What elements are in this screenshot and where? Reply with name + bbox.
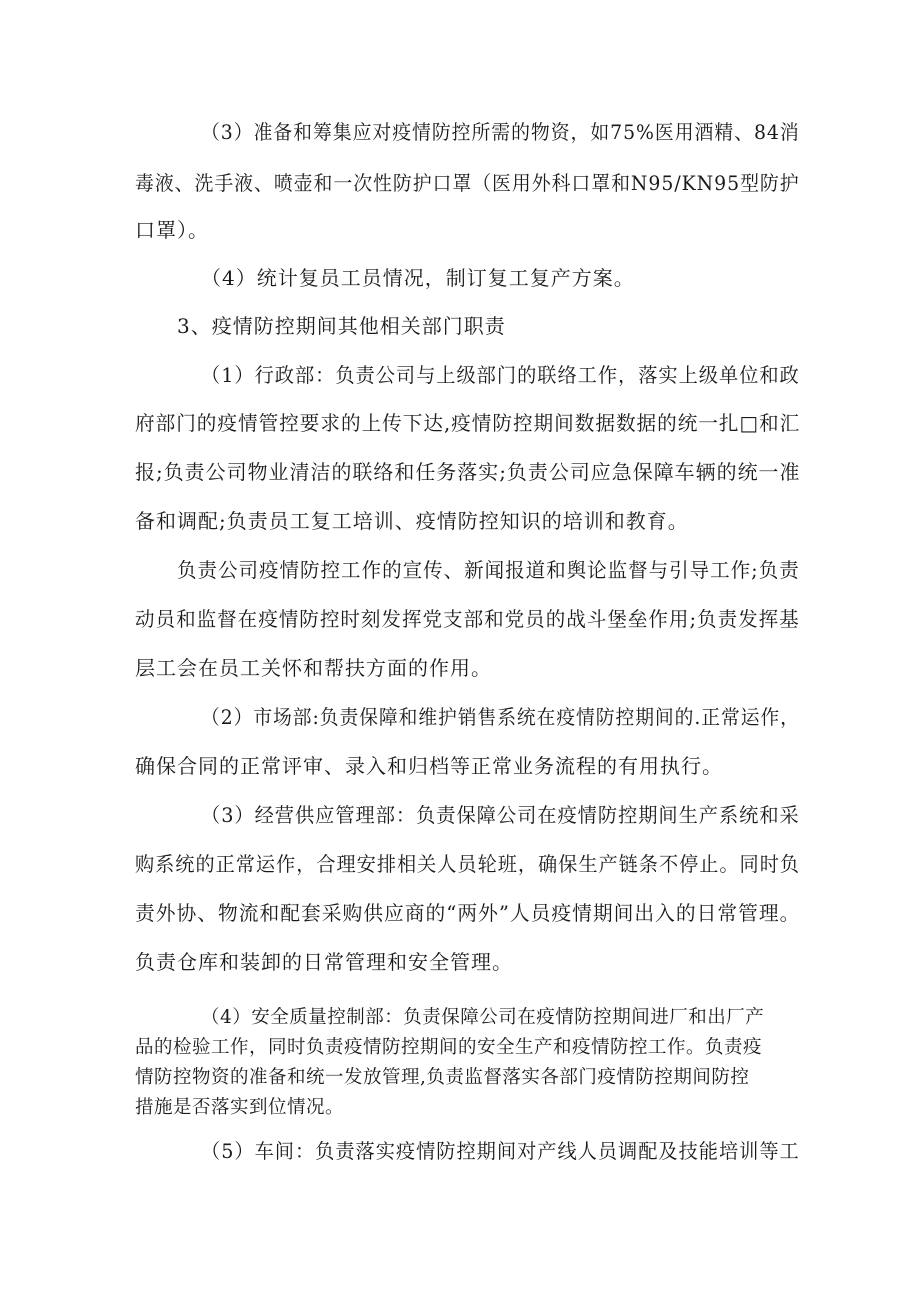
text-line: 报;负责公司物业清洁的联络和任务落实;负责公司应急保障车辆的统一准 xyxy=(135,460,801,484)
text-line: 备和调配;负责员工复工培训、疫情防控知识的培训和教育。 xyxy=(135,509,689,533)
text-line: （4）统计复员工员情况，制订复工复产方案。 xyxy=(201,266,635,290)
text-line: 购系统的正常运作，合理安排相关人员轮班，确保生产链条不停止。同时负 xyxy=(135,852,801,876)
text-line: 府部门的疫情管控要求的上传下达,疫情防控期间数据数据的统一扎□和汇 xyxy=(135,411,801,435)
text-line: 层工会在员工关怀和帮扶方面的作用。 xyxy=(135,656,492,680)
text-line: 情防控物资的准备和统一发放管理,负责监督落实各部门疫情防控期间防控 xyxy=(135,1067,750,1088)
text-line: （4）安全质量控制部：负责保障公司在疫情防控期间进厂和出厂产 xyxy=(201,1007,765,1028)
text-line: （3）经营供应管理部：负责保障公司在疫情防控期间生产系统和采 xyxy=(201,803,800,827)
text-line: 责外协、物流和配套采购供应商的“两外”人员疫情期间出入的日常管理。 xyxy=(135,901,801,925)
text-line: 口罩）。 xyxy=(135,218,209,242)
text-line: （2）市场部:负责保障和维护销售系统在疫情防控期间的.正常运作， xyxy=(201,705,800,729)
text-line: （3）准备和筹集应对疫情防控所需的物资，如75%医用酒精、84消 xyxy=(201,120,800,144)
text-line: （1）行政部：负责公司与上级部门的联络工作，落实上级单位和政 xyxy=(201,363,800,387)
text-line: 品的检验工作，同时负责疫情防控期间的安全生产和疫情防控工作。负责疫 xyxy=(135,1037,763,1058)
text-line: 负责公司疫情防控工作的宣传、新闻报道和舆论监督与引导工作;负责 xyxy=(177,558,800,582)
text-line: 确保合同的正常评审、录入和归档等正常业务流程的有用执行。 xyxy=(135,754,723,778)
text-line: 动员和监督在疫情防控时刻发挥党支部和党员的战斗堡垒作用;负责发挥基 xyxy=(135,607,800,631)
text-line: 毒液、洗手液、喷壶和一次性防护口罩（医用外科口罩和N95/KN95型防护 xyxy=(135,171,800,195)
text-line: （5）车间：负责落实疫情防控期间对产线人员调配及技能培训等工 xyxy=(201,1139,800,1163)
text-line: 负责仓库和装卸的日常管理和安全管理。 xyxy=(135,950,513,974)
text-line: 措施是否落实到位情况。 xyxy=(135,1097,345,1118)
section-heading-text: 3、疫情防控期间其他相关部门职责 xyxy=(177,314,506,338)
